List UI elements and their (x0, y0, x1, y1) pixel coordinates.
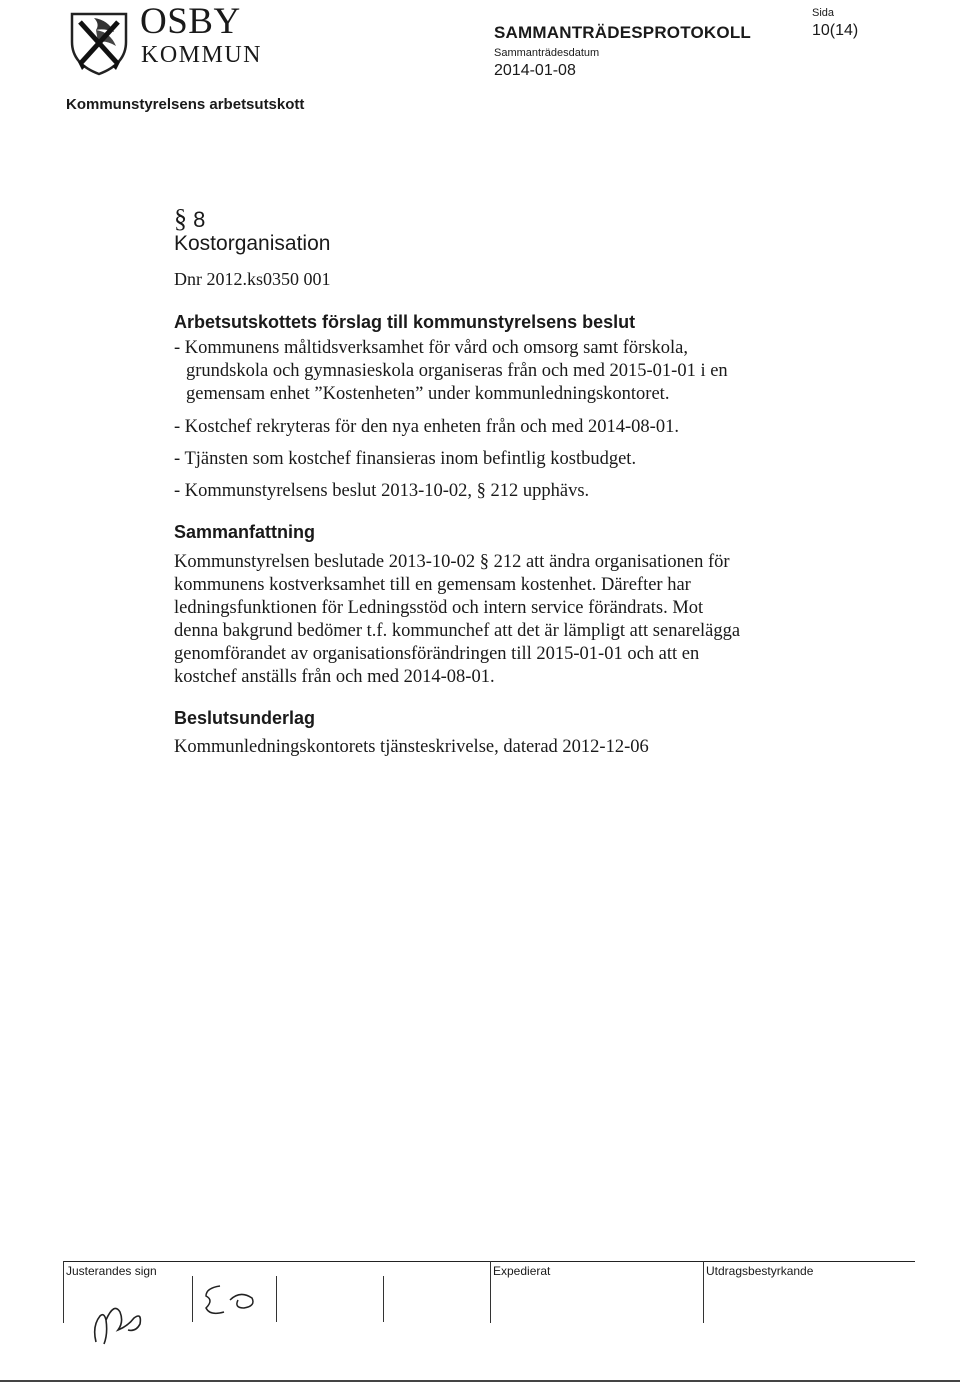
meeting-date-label: Sammanträdesdatum (494, 47, 600, 59)
summary-line-6: kostchef anställs från och med 2014-08-01. (174, 667, 495, 687)
logo-crest (64, 6, 134, 76)
paragraph-number-value: 8 (193, 207, 206, 232)
org-subtitle: KOMMUN (141, 42, 263, 68)
summary-line-5: genomförandet av organisationsförändringen till 2015-01-01 och att en (174, 644, 700, 664)
summary-heading: Sammanfattning (174, 522, 316, 542)
section-sign: § (174, 204, 187, 233)
footer-rule (63, 1261, 915, 1262)
footer-divider (383, 1276, 384, 1322)
footer-divider (63, 1261, 64, 1323)
basis-text: Kommunledningskontorets tjänsteskrivelse, daterad 2012-12-06 (174, 737, 649, 757)
basis-heading: Beslutsunderlag (174, 708, 316, 728)
summary-line-3: ledningsfunktionen för Ledningsstöd och intern service förändrats. Mot (174, 598, 704, 618)
proposal-item-1-line-1: - Kommunens måltidsverksamhet för vård och omsorg samt förskola, (174, 338, 688, 358)
page-bottom-edge (0, 1380, 960, 1382)
page-number: 10(14) (812, 22, 859, 39)
footer-divider (703, 1261, 704, 1323)
page-label: Sida (812, 7, 835, 19)
proposal-item-1-line-3: gemensam enhet ”Kostenheten” under kommunledningskontoret. (186, 384, 670, 404)
meeting-date-value: 2014-01-08 (494, 62, 576, 79)
case-number: Dnr 2012.ks0350 001 (174, 269, 331, 289)
sent-label: Expedierat (493, 1264, 551, 1278)
proposal-heading: Arbetsutskottets förslag till kommunstyrelsens beslut (174, 312, 636, 332)
summary-line-1: Kommunstyrelsen beslutade 2013-10-02 § 212 att ändra organisationen för (174, 552, 730, 572)
footer-divider (490, 1261, 491, 1323)
signature-initials-2 (196, 1278, 268, 1333)
sign-label: Justerandes sign (66, 1264, 157, 1278)
proposal-item-4: - Kommunstyrelsens beslut 2013-10-02, § 212 upphävs. (174, 481, 590, 501)
summary-line-4: denna bakgrund bedömer t.f. kommunchef att det är lämpligt att senarelägga (174, 621, 741, 641)
paragraph-number (174, 204, 205, 234)
signature-initials-1 (84, 1282, 164, 1357)
proposal-item-2: - Kostchef rekryteras för den nya enheten från och med 2014-08-01. (174, 417, 679, 437)
paragraph-title: Kostorganisation (174, 232, 331, 255)
proposal-item-3: - Tjänsten som kostchef finansieras inom befintlig kostbudget. (174, 449, 637, 469)
org-name: OSBY (140, 1, 241, 42)
committee-name: Kommunstyrelsens arbetsutskott (66, 96, 305, 113)
extract-label: Utdragsbestyrkande (706, 1264, 814, 1278)
summary-line-2: kommunens kostverksamhet till en gemensam kostenhet. Därefter har (174, 575, 691, 595)
document-type: SAMMANTRÄDESPROTOKOLL (494, 23, 751, 42)
footer-divider (192, 1276, 193, 1322)
proposal-item-1-line-2: grundskola och gymnasieskola organiseras från och med 2015-01-01 i en (186, 361, 728, 381)
footer-divider (276, 1276, 277, 1322)
